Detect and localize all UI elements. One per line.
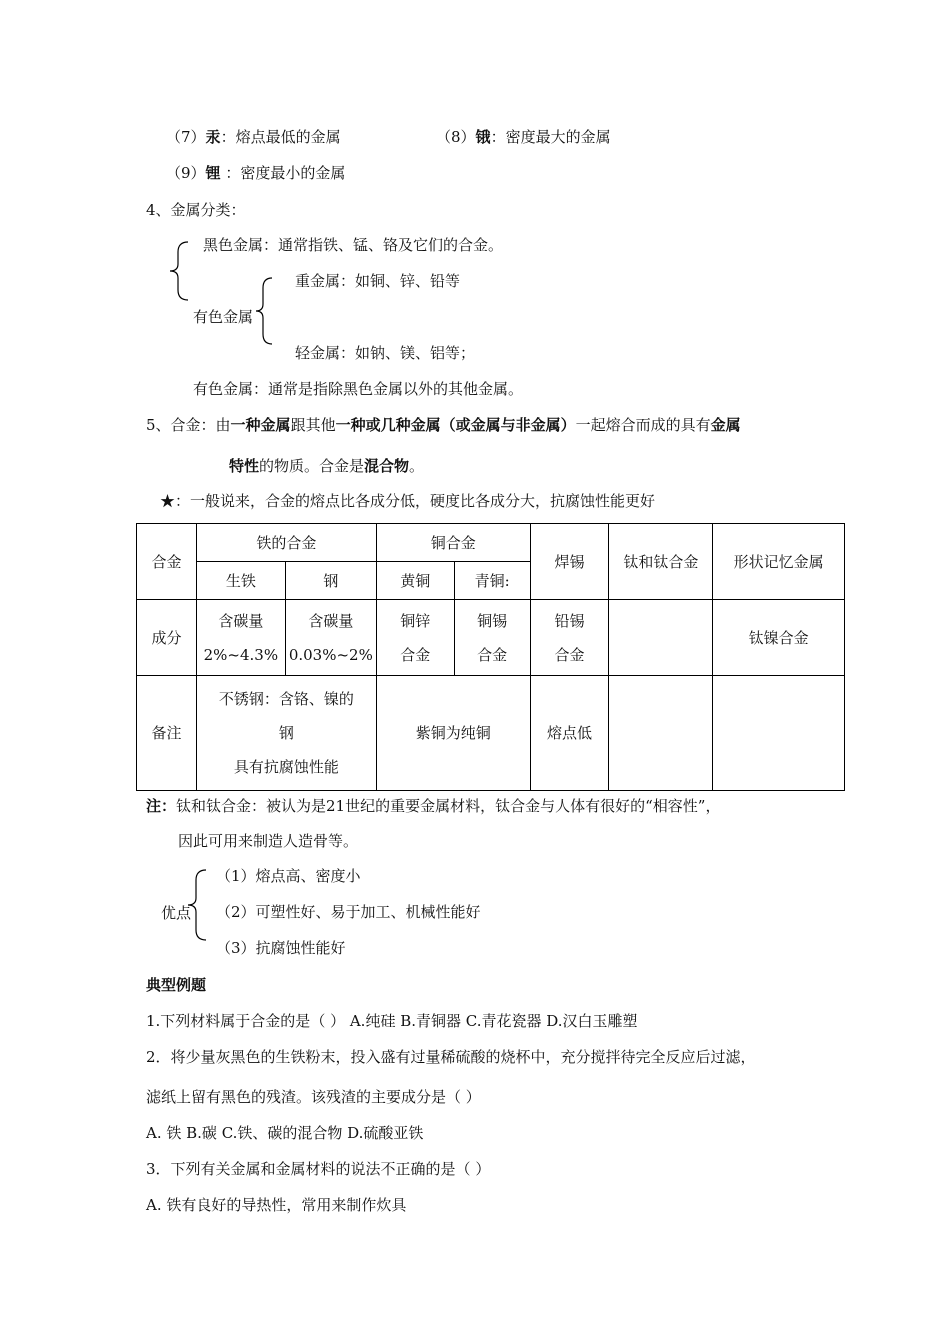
cell-line: 不锈钢：含铬、镍的 xyxy=(218,690,354,708)
alloy-def-text: 。 xyxy=(409,457,425,475)
cell-line: 铅锡 xyxy=(554,611,585,630)
titanium-note-line-2: 因此可用来制造人造骨等。 xyxy=(178,832,359,850)
note-text: 钛和钛合金：被认为是21世纪的重要金属材料，钛合金与人体有很好的“相容性”， xyxy=(176,797,721,815)
alloy-def-bold: 特性 xyxy=(229,457,260,475)
table-cell xyxy=(376,600,454,676)
alloy-def-text: 一起熔合而成的具有 xyxy=(575,416,711,434)
cell-line: 0.03%~2% xyxy=(288,645,373,664)
alloy-def-text: 跟其他 xyxy=(290,416,336,434)
item-7-text: ：熔点最低的金属 xyxy=(220,128,341,146)
advantage-1: （1）熔点高、密度小 xyxy=(216,867,361,885)
black-metal-line: 黑色金属：通常指铁、锰、铬及它们的合金。 xyxy=(203,236,504,254)
table-header-shape-memory: 形状记忆金属 xyxy=(713,524,845,600)
item-8 xyxy=(436,127,611,147)
cell-line: 铜锡 xyxy=(477,611,508,630)
question-1: 1.下列材料属于合金的是（ ） A.纯硅 B.青铜器 C.青花瓷器 D.汉白玉雕塑 xyxy=(146,1012,638,1030)
table-header-pig-iron: 生铁 xyxy=(196,562,285,600)
cell-line: 铜锌 xyxy=(400,611,431,630)
alloy-table xyxy=(136,523,845,791)
table-cell: 钛镍合金 xyxy=(713,600,845,676)
advantage-2: （2）可塑性好、易于加工、机械性能好 xyxy=(216,903,481,921)
alloy-def-text: 的物质。合金是 xyxy=(259,457,365,475)
advantage-3: （3）抗腐蚀性能好 xyxy=(216,939,346,957)
alloy-def-bold: 一种金属 xyxy=(230,416,291,434)
colored-metal-label: 有色金属 xyxy=(193,308,254,326)
table-header-steel: 钢 xyxy=(285,562,376,600)
left-brace-icon xyxy=(168,240,190,302)
table-cell xyxy=(196,600,285,676)
item-8-text: ：密度最大的金属 xyxy=(490,128,611,146)
table-header-bronze: 青铜: xyxy=(454,562,530,600)
alloy-def-text: 5、合金：由 xyxy=(146,416,231,434)
question-2-line-1: 2．将少量灰黑色的生铁粉末，投入盛有过量稀硫酸的烧杯中，充分搅拌待完全反应后过滤， xyxy=(146,1048,756,1066)
table-header-brass: 黄铜 xyxy=(376,562,454,600)
table-cell xyxy=(713,676,845,791)
item-9-number: （9） xyxy=(166,164,206,182)
table-cell xyxy=(285,600,376,676)
left-brace-icon xyxy=(254,276,274,346)
item-7-number: （7） xyxy=(166,128,206,146)
note-label: 注： xyxy=(146,797,177,815)
colored-metal-definition: 有色金属：通常是指除黑色金属以外的其他金属。 xyxy=(193,380,524,398)
item-8-number: （8） xyxy=(436,128,476,146)
table-row xyxy=(137,600,845,676)
star-note: ★：一般说来，合金的熔点比各成分低，硬度比各成分大，抗腐蚀性能更好 xyxy=(160,492,656,510)
cell-line: 合金 xyxy=(400,645,431,664)
table-header-titanium: 钛和钛合金 xyxy=(609,524,713,600)
table-header-solder: 焊锡 xyxy=(530,524,609,600)
alloy-def-bold: 混合物 xyxy=(364,457,410,475)
table-header-copper-alloy: 铜合金 xyxy=(376,524,530,562)
table-cell xyxy=(609,676,713,791)
item-8-metal: 锇 xyxy=(475,128,491,146)
alloy-definition-line-2 xyxy=(229,456,424,476)
table-header-iron-alloy: 铁的合金 xyxy=(196,524,376,562)
examples-title: 典型例题 xyxy=(146,976,207,994)
item-7-metal: 汞 xyxy=(205,128,221,146)
heavy-metal-line: 重金属：如铜、锌、铅等 xyxy=(295,272,461,290)
question-2-line-2: 滤纸上留有黑色的残渣。该残渣的主要成分是（ ） xyxy=(146,1088,481,1106)
table-row xyxy=(137,676,845,791)
table-row xyxy=(137,524,845,562)
question-2-options: A. 铁 B.碳 C.铁、碳的混合物 D.硫酸亚铁 xyxy=(146,1124,424,1142)
section-4-title: 4、金属分类： xyxy=(146,201,246,219)
table-row-label-composition: 成分 xyxy=(137,600,197,676)
question-3-option-a: A. 铁有良好的导热性，常用来制作炊具 xyxy=(146,1196,407,1214)
alloy-def-bold: 一种或几种金属（或金属与非金属） xyxy=(335,416,576,434)
light-metal-line: 轻金属：如钠、镁、铝等； xyxy=(295,344,476,362)
titanium-note-line-1 xyxy=(146,796,720,816)
advantages-label: 优点 xyxy=(161,904,192,922)
cell-line: 钢 xyxy=(278,724,294,742)
alloy-def-bold: 金属 xyxy=(710,416,741,434)
item-9-metal: 锂 xyxy=(205,164,221,182)
table-cell xyxy=(609,600,713,676)
table-cell: 熔点低 xyxy=(530,676,609,791)
item-9 xyxy=(166,163,345,183)
table-cell xyxy=(454,600,530,676)
table-row-label-notes: 备注 xyxy=(137,676,197,791)
item-9-text: ：密度最小的金属 xyxy=(220,164,346,182)
cell-line: 合金 xyxy=(477,645,508,664)
question-3: 3．下列有关金属和金属材料的说法不正确的是（ ） xyxy=(146,1160,491,1178)
cell-line: 具有抗腐蚀性能 xyxy=(233,758,339,776)
cell-line: 2%~4.3% xyxy=(203,645,279,664)
cell-line: 含碳量 xyxy=(218,611,264,630)
table-header-alloy: 合金 xyxy=(137,524,197,600)
cell-line: 含碳量 xyxy=(308,611,354,630)
table-cell xyxy=(530,600,609,676)
table-cell: 紫铜为纯铜 xyxy=(376,676,530,791)
item-7 xyxy=(166,127,341,147)
cell-line: 合金 xyxy=(554,645,585,664)
table-cell xyxy=(196,676,376,791)
alloy-definition-line-1 xyxy=(146,415,741,435)
